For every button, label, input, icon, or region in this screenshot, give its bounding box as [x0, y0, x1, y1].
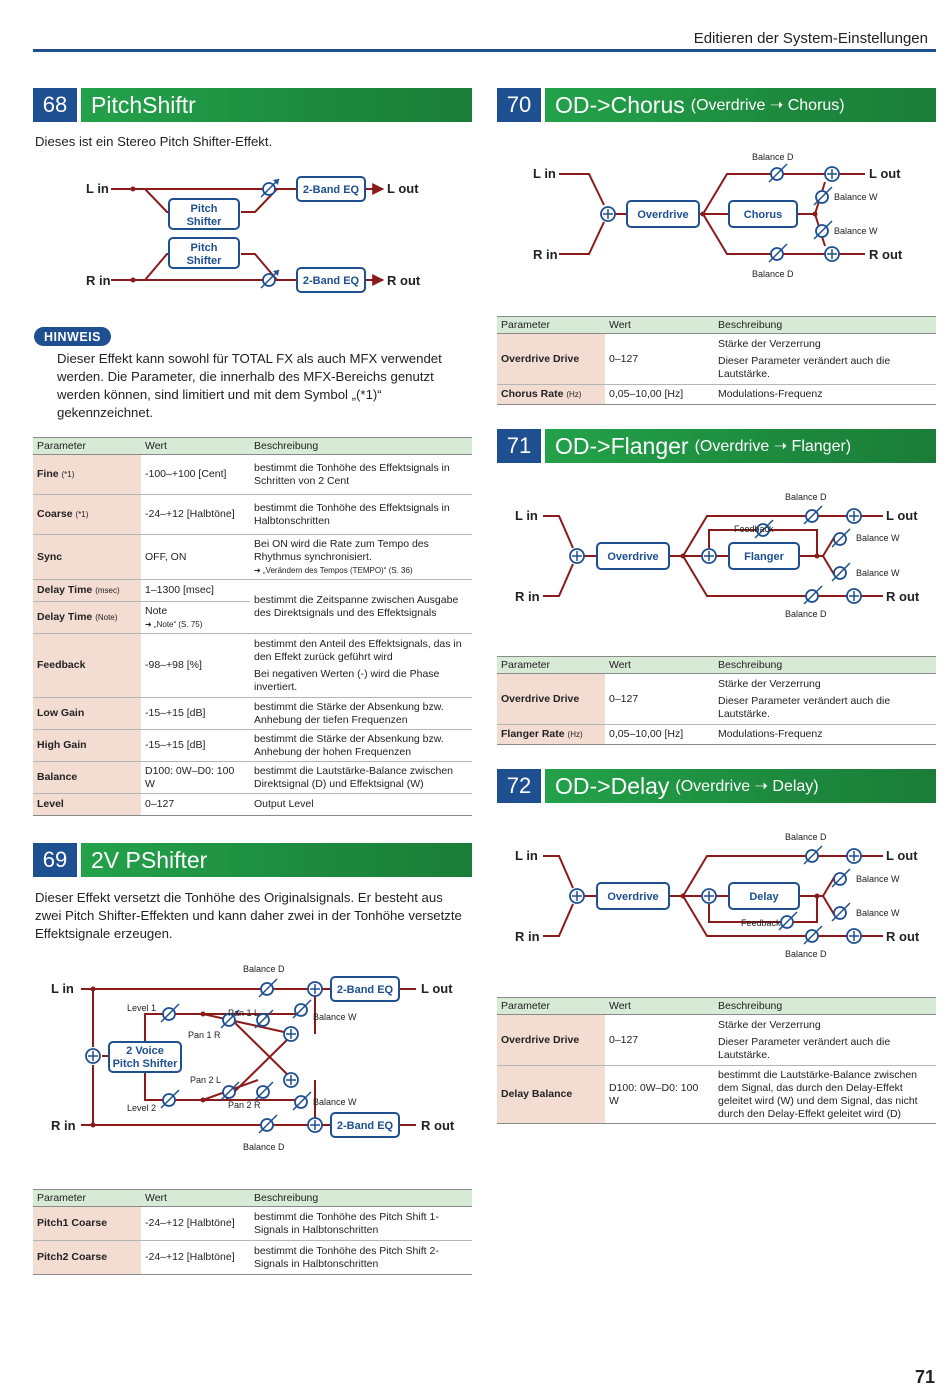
col-header-beschreibung: Beschreibung	[714, 998, 936, 1015]
l-out-label: L out	[886, 848, 918, 863]
od-flanger-diagram	[497, 486, 937, 626]
param-value: -15–+15 [dB]	[141, 698, 250, 730]
balance-w-1-label: Balance W	[856, 533, 900, 543]
level-2-label: Level 2	[127, 1103, 157, 1113]
balance-d-2-label: Balance D	[243, 1142, 285, 1152]
param-value: -15–+15 [dB]	[141, 730, 250, 762]
section-number: 69	[33, 843, 77, 877]
param-name	[33, 602, 141, 634]
col-header-wert: Wert	[141, 438, 250, 455]
param-value: 1–1300 [msec]	[141, 580, 250, 602]
pan-2r-label: Pan 2 R	[228, 1100, 261, 1110]
table-row	[33, 698, 472, 730]
balance-w-2-label: Balance W	[834, 226, 878, 236]
table-header-row	[497, 657, 936, 674]
param-desc: bestimmt die Tonhöhe des Pitch Shift 2-Signals in Halbtonschritten	[250, 1241, 472, 1275]
table-row	[33, 730, 472, 762]
param-value: 0–127	[605, 674, 714, 725]
section-title	[545, 769, 936, 803]
param-name: Overdrive Drive	[497, 334, 605, 385]
param-suffix: (*1)	[61, 470, 75, 479]
pitch-shifter-2-label-b: Shifter	[186, 255, 222, 267]
r-in-label: R in	[515, 589, 540, 604]
param-desc: Modulations-Frequenz	[714, 725, 936, 745]
flanger-box-label: Flanger	[744, 551, 784, 563]
table-row	[497, 334, 936, 385]
pan-1l-label: Pan 1 L	[228, 1008, 260, 1018]
col-header-wert: Wert	[605, 317, 714, 334]
table-row	[33, 580, 472, 602]
page-number: 71	[914, 1367, 935, 1386]
section-number: 68	[33, 88, 77, 122]
section-title-text: OD->Chorus	[555, 91, 685, 118]
balance-d-1-label: Balance D	[785, 832, 827, 842]
param-desc: bestimmt die Stärke der Absenkung bzw. Anhebung der hohen Frequenzen	[250, 730, 472, 762]
param-desc: Output Level	[250, 794, 472, 816]
delay-box-label: Delay	[749, 891, 779, 903]
pan-2l-label: Pan 2 L	[190, 1075, 222, 1085]
hinweis-text: Dieser Effekt kann sowohl für TOTAL FX als auch MFX verwendet werden. Die Parameter, die innerhalb des MFX-Bereichs genutzt werden können, sind limitiert und mit dem Symbol „(*1)“ gekennzeichnet.	[57, 351, 442, 420]
col-header-beschreibung: Beschreibung	[714, 657, 936, 674]
param-desc: Modulations-Frequenz	[714, 385, 936, 405]
section-70-heading	[497, 88, 936, 122]
param-desc	[714, 674, 936, 725]
section-subtitle: (Overdrive ➝ Chorus)	[690, 97, 845, 114]
od-chorus-diagram	[497, 145, 937, 285]
pan-1r-label: Pan 1 R	[188, 1030, 221, 1040]
overdrive-box-label: Overdrive	[637, 209, 689, 221]
balance-w-2-label: Balance W	[856, 908, 900, 918]
l-in-label: L in	[515, 508, 538, 523]
desc-line: Dieser Parameter verändert auch die Lautstärke.	[718, 1035, 891, 1061]
param-label: Fine	[37, 468, 59, 480]
param-value: -100–+100 [Cent]	[141, 455, 250, 495]
param-name	[497, 385, 605, 405]
table-row	[497, 1015, 936, 1066]
param-suffix: (*1)	[75, 510, 89, 519]
table-header-row	[33, 438, 472, 455]
r-in-label: R in	[51, 1118, 76, 1133]
r-out-label: R out	[869, 247, 903, 262]
col-header-parameter: Parameter	[33, 1190, 141, 1207]
feedback-label: Feedback	[741, 918, 781, 928]
table-row	[497, 725, 936, 745]
param-name: Level	[33, 794, 141, 816]
feedback-label: Feedback	[734, 524, 774, 534]
two-voice-pitchshifter-diagram	[33, 958, 473, 1158]
param-value: -24–+12 [Halbtöne]	[141, 495, 250, 535]
hinweis-badge: HINWEIS	[34, 327, 111, 346]
balance-d-2-label: Balance D	[785, 609, 827, 619]
table-row	[497, 1066, 936, 1124]
col-header-wert: Wert	[605, 657, 714, 674]
balance-w-1-label: Balance W	[313, 1012, 357, 1022]
section-title-text: OD->Delay	[555, 772, 670, 799]
table-header-row	[497, 998, 936, 1015]
page-header	[33, 0, 936, 52]
l-in-label: L in	[533, 166, 556, 181]
param-suffix: (Hz)	[566, 390, 582, 399]
r-out-label: R out	[886, 929, 920, 944]
section-68-table	[33, 437, 472, 816]
param-desc	[714, 1015, 936, 1066]
r-out-label: R out	[387, 273, 421, 288]
table-row	[33, 794, 472, 816]
l-out-label: L out	[869, 166, 901, 181]
overdrive-box-label: Overdrive	[607, 551, 659, 563]
section-69-intro: Dieser Effekt versetzt die Tonhöhe des Originalsignals. Er besteht aus zwei Pitch Shifter-Effekten und kann daher zwei in der Tonhöhe versetzte Effektsignale erzeugen.	[35, 890, 462, 941]
param-label: Delay Time	[37, 584, 93, 596]
col-header-parameter: Parameter	[33, 438, 141, 455]
param-value: 0–127	[605, 1015, 714, 1066]
r-out-label: R out	[421, 1118, 455, 1133]
param-value: D100: 0W–D0: 100 W	[141, 762, 250, 794]
table-row	[33, 455, 472, 495]
param-desc: bestimmt die Tonhöhe des Effektsignals in Halbtonschritten	[250, 495, 472, 535]
section-68-heading	[33, 88, 472, 122]
r-in-label: R in	[86, 273, 111, 288]
param-name: Delay Balance	[497, 1066, 605, 1124]
section-number: 71	[497, 429, 541, 463]
r-in-label: R in	[533, 247, 558, 262]
param-name	[497, 725, 605, 745]
param-name: Low Gain	[33, 698, 141, 730]
section-number: 70	[497, 88, 541, 122]
section-title	[81, 843, 472, 877]
param-value: -24–+12 [Halbtöne]	[141, 1241, 250, 1275]
table-row	[33, 495, 472, 535]
balance-d-1-label: Balance D	[752, 152, 794, 162]
desc-line: Bei ON wird die Rate zum Tempo des Rhythmus synchronisiert.	[254, 537, 429, 563]
col-header-wert: Wert	[605, 998, 714, 1015]
table-row	[33, 762, 472, 794]
param-label: Chorus Rate	[501, 388, 564, 400]
param-desc: bestimmt die Tonhöhe des Pitch Shift 1-Signals in Halbtonschritten	[250, 1207, 472, 1241]
section-title	[545, 88, 936, 122]
desc-line: bestimmt den Anteil des Effektsignals, das in den Effekt zurück geführt wird	[254, 637, 462, 663]
param-name: Sync	[33, 535, 141, 580]
pitch-shifter-2-label-a: Pitch	[190, 242, 218, 254]
l-out-label: L out	[421, 981, 453, 996]
pitch-shifter-1-label-a: Pitch	[190, 203, 218, 215]
table-header-row	[497, 317, 936, 334]
balance-w-2-label: Balance W	[313, 1097, 357, 1107]
balance-d-1-label: Balance D	[785, 492, 827, 502]
param-desc: bestimmt die Lautstärke-Balance zwischen dem Signal, das durch den Delay-Effekt geleitet wird (W) und dem Signal, das nicht durch den Delay-Effekt geleitet wird (D)	[714, 1066, 936, 1124]
param-value: 0,05–10,00 [Hz]	[605, 725, 714, 745]
section-71-table	[497, 656, 936, 745]
param-suffix: (Note)	[95, 613, 118, 622]
l-out-label: L out	[886, 508, 918, 523]
param-desc: bestimmt die Tonhöhe des Effektsignals in Schritten von 2 Cent	[250, 455, 472, 495]
r-out-label: R out	[886, 589, 920, 604]
desc-line: Stärke der Verzerrung	[718, 1018, 821, 1031]
balance-w-1-label: Balance W	[834, 192, 878, 202]
section-72-heading	[497, 769, 936, 803]
section-subtitle: (Overdrive ➝ Flanger)	[694, 438, 852, 455]
param-name: High Gain	[33, 730, 141, 762]
desc-line: Stärke der Verzerrung	[718, 677, 821, 690]
desc-line: Dieser Parameter verändert auch die Lautstärke.	[718, 694, 891, 720]
param-name: Pitch1 Coarse	[33, 1207, 141, 1241]
section-title-text: 2V PShifter	[91, 846, 208, 873]
overdrive-box-label: Overdrive	[607, 891, 659, 903]
page-reference-link[interactable]: ➜ „Verändern des Tempos (TEMPO)“ (S. 36)	[254, 565, 413, 575]
section-71-heading	[497, 429, 936, 463]
section-title-text: PitchShiftr	[91, 91, 196, 118]
table-row	[497, 674, 936, 725]
param-desc: bestimmt die Zeitspanne zwischen Ausgabe des Direktsignals und des Effektsignals	[250, 580, 472, 634]
table-row	[33, 1241, 472, 1275]
param-name: Feedback	[33, 634, 141, 698]
col-header-parameter: Parameter	[497, 998, 605, 1015]
l-out-label: L out	[387, 181, 419, 196]
header-title: Editieren der System-Einstellungen	[693, 30, 928, 47]
param-desc	[250, 535, 472, 580]
table-row	[33, 1207, 472, 1241]
pitchshifter-diagram	[33, 160, 473, 300]
col-header-beschreibung: Beschreibung	[250, 1190, 472, 1207]
section-title	[545, 429, 936, 463]
param-name	[33, 580, 141, 602]
table-row	[497, 385, 936, 405]
balance-d-2-label: Balance D	[785, 949, 827, 959]
section-69-table	[33, 1189, 472, 1275]
balance-w-1-label: Balance W	[856, 874, 900, 884]
param-desc: bestimmt die Stärke der Absenkung bzw. Anhebung der tiefen Frequenzen	[250, 698, 472, 730]
col-header-beschreibung: Beschreibung	[714, 317, 936, 334]
desc-line: Stärke der Verzerrung	[718, 337, 821, 350]
eq-1-label: 2-Band EQ	[336, 984, 394, 996]
section-72-table	[497, 997, 936, 1124]
param-label: Flanger Rate	[501, 728, 565, 740]
section-number: 72	[497, 769, 541, 803]
page-reference-link[interactable]: ➜ „Note“ (S. 75)	[145, 619, 203, 629]
section-subtitle: (Overdrive ➝ Delay)	[675, 778, 819, 795]
eq-2-label: 2-Band EQ	[336, 1120, 394, 1132]
pitch-shifter-1-label-b: Shifter	[186, 216, 222, 228]
param-suffix: (Hz)	[567, 730, 583, 739]
balance-w-2-label: Balance W	[856, 568, 900, 578]
eq-1-label: 2-Band EQ	[302, 184, 360, 196]
chorus-box-label: Chorus	[743, 209, 783, 221]
param-desc: bestimmt die Lautstärke-Balance zwischen Direktsignal (D) und Effektsignal (W)	[250, 762, 472, 794]
param-value: OFF, ON	[141, 535, 250, 580]
param-value: 0,05–10,00 [Hz]	[605, 385, 714, 405]
param-value: D100: 0W–D0: 100 W	[605, 1066, 714, 1124]
param-value: 0–127	[605, 334, 714, 385]
col-header-wert: Wert	[141, 1190, 250, 1207]
col-header-parameter: Parameter	[497, 317, 605, 334]
section-title-text: OD->Flanger	[555, 432, 689, 459]
eq-2-label: 2-Band EQ	[302, 275, 360, 287]
col-header-beschreibung: Beschreibung	[250, 438, 472, 455]
od-delay-diagram	[497, 826, 937, 966]
header-rule	[33, 49, 936, 52]
table-row	[33, 634, 472, 698]
param-desc	[714, 334, 936, 385]
desc-line: Bei negativen Werten (-) wird die Phase invertiert.	[254, 667, 440, 693]
desc-line: Dieser Parameter verändert auch die Lautstärke.	[718, 354, 891, 380]
balance-d-1-label: Balance D	[243, 964, 285, 974]
r-in-label: R in	[515, 929, 540, 944]
param-name: Balance	[33, 762, 141, 794]
l-in-label: L in	[515, 848, 538, 863]
table-header-row	[33, 1190, 472, 1207]
section-title	[81, 88, 472, 122]
pitch-box-label-b: Pitch Shifter	[112, 1058, 178, 1070]
param-desc	[250, 634, 472, 698]
param-name: Pitch2 Coarse	[33, 1241, 141, 1275]
section-70-table	[497, 316, 936, 405]
value-line: Note	[145, 604, 168, 617]
param-label: Delay Time	[37, 611, 93, 623]
param-name	[33, 495, 141, 535]
l-in-label: L in	[86, 181, 109, 196]
section-69-heading	[33, 843, 472, 877]
param-value: -98–+98 [%]	[141, 634, 250, 698]
param-value	[141, 602, 250, 634]
param-value: -24–+12 [Halbtöne]	[141, 1207, 250, 1241]
param-name: Overdrive Drive	[497, 1015, 605, 1066]
param-value: 0–127	[141, 794, 250, 816]
level-1-label: Level 1	[127, 1003, 157, 1013]
param-label: Coarse	[37, 508, 73, 520]
section-68-intro: Dieses ist ein Stereo Pitch Shifter-Effekt.	[35, 134, 273, 149]
param-name: Overdrive Drive	[497, 674, 605, 725]
l-in-label: L in	[51, 981, 74, 996]
param-name	[33, 455, 141, 495]
pitch-box-label-a: 2 Voice	[126, 1045, 164, 1057]
col-header-parameter: Parameter	[497, 657, 605, 674]
balance-d-2-label: Balance D	[752, 269, 794, 279]
table-row	[33, 535, 472, 580]
param-suffix: (msec)	[95, 586, 120, 595]
